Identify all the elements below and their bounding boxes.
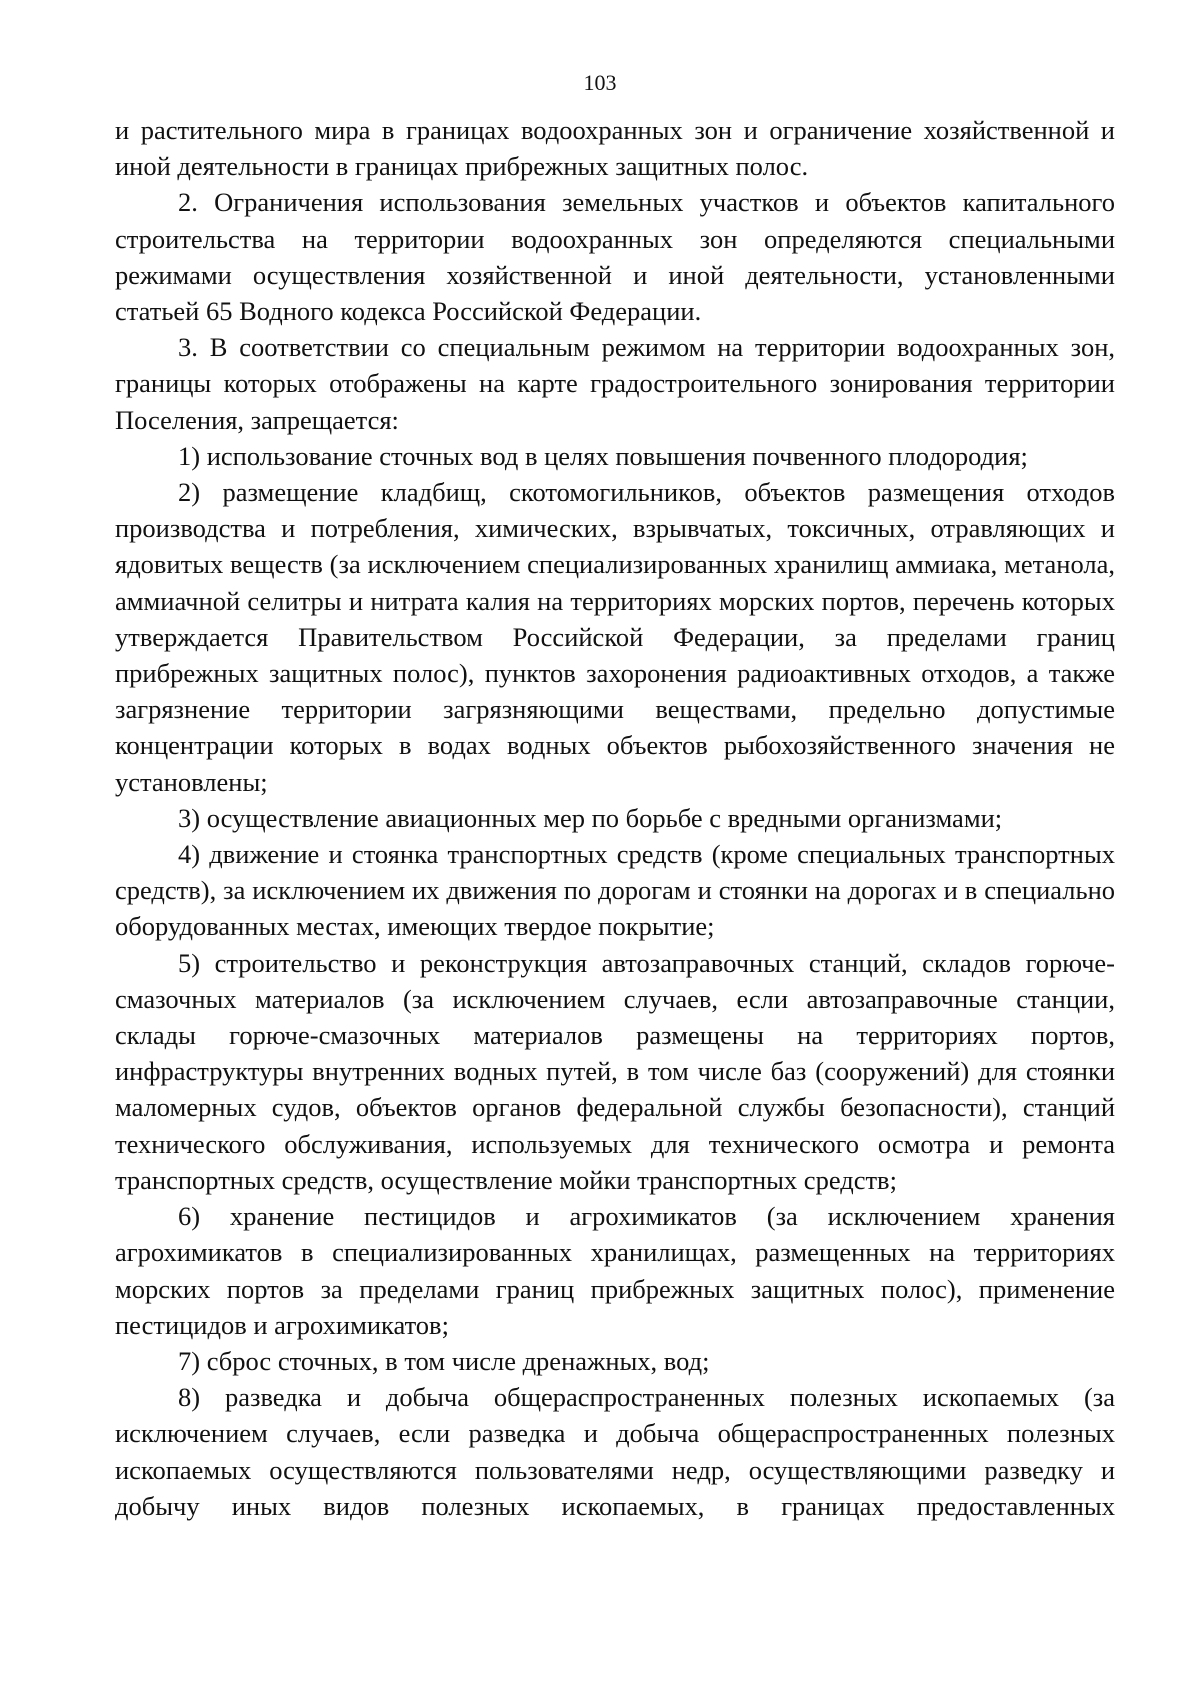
- document-body: [115, 112, 1115, 1524]
- list-item-4: 4) движение и стоянка транспортных средств (кроме специальных транспортных средств), за исключением их движения по дорогам и стоянки на дорогах и в специально оборудованных местах, имеющих твердое покрытие;: [115, 839, 1115, 942]
- paragraph-item-2: 2. Ограничения использования земельных участков и объектов капитального строительства на территории водоохранных зон определяются специальными режимами осуществления хозяйственной и иной деятельности, установленными статьей 65 Водного кодекса Российской Федерации.: [115, 187, 1115, 327]
- list-item-3: 3) осуществление авиационных мер по борьбе с вредными организмами;: [178, 802, 1003, 833]
- paragraph-continuation: и растительного мира в границах водоохранных зон и ограничение хозяйственной и иной деятельности в границах прибрежных защитных полос.: [115, 115, 1115, 182]
- paragraph-item-3: 3. В соответствии со специальным режимом на территории водоохранных зон, границы которых отображены на карте градостроительного зонирования территории Поселения, запрещается:: [115, 332, 1115, 435]
- list-item-5: 5) строительство и реконструкция автозаправочных станций, складов горюче-смазочных материалов (за исключением случаев, если автозаправочные станции, склады горюче-смазочных материалов размещены на территориях портов, инфраструктуры внутренних водных путей, в том числе баз (сооружений) для стоянки маломерных судов, объектов органов федеральной службы безопасности), станций технического обслуживания, используемых для технического осмотра и ремонта транспортных средств, осуществление мойки транспортных средств;: [115, 947, 1115, 1195]
- list-item-8: 8) разведка и добыча общераспространенных полезных ископаемых (за исключением случаев, если разведка и добыча общераспространенных полезных ископаемых осуществляются пользователями недр, осуществляющими разведку и добычу иных видов полезных ископаемых, в границах предоставленных: [115, 1382, 1115, 1521]
- page-number: 103: [583, 70, 617, 95]
- list-item-6: 6) хранение пестицидов и агрохимикатов (за исключением хранения агрохимикатов в специализированных хранилищах, размещенных на территориях морских портов за пределами границ прибрежных защитных полос), применение пестицидов и агрохимикатов;: [115, 1201, 1115, 1340]
- list-item-2: 2) размещение кладбищ, скотомогильников, объектов размещения отходов производства и потребления, химических, взрывчатых, токсичных, отравляющих и ядовитых веществ (за исключением специализированных хранилищ аммиака, метанола, аммиачной селитры и нитрата калия на территориях морских портов, перечень которых утверждается Правительством Российской Федерации, за пределами границ прибрежных защитных полос), пунктов захоронения радиоактивных отходов, а также загрязнение территории загрязняющими веществами, предельно допустимые концентрации которых в водах водных объектов рыбохозяйственного значения не установлены;: [115, 477, 1115, 797]
- list-item-7: 7) сброс сточных, в том числе дренажных, вод;: [178, 1345, 710, 1376]
- list-item-1: 1) использование сточных вод в целях повышения почвенного плодородия;: [178, 440, 1028, 471]
